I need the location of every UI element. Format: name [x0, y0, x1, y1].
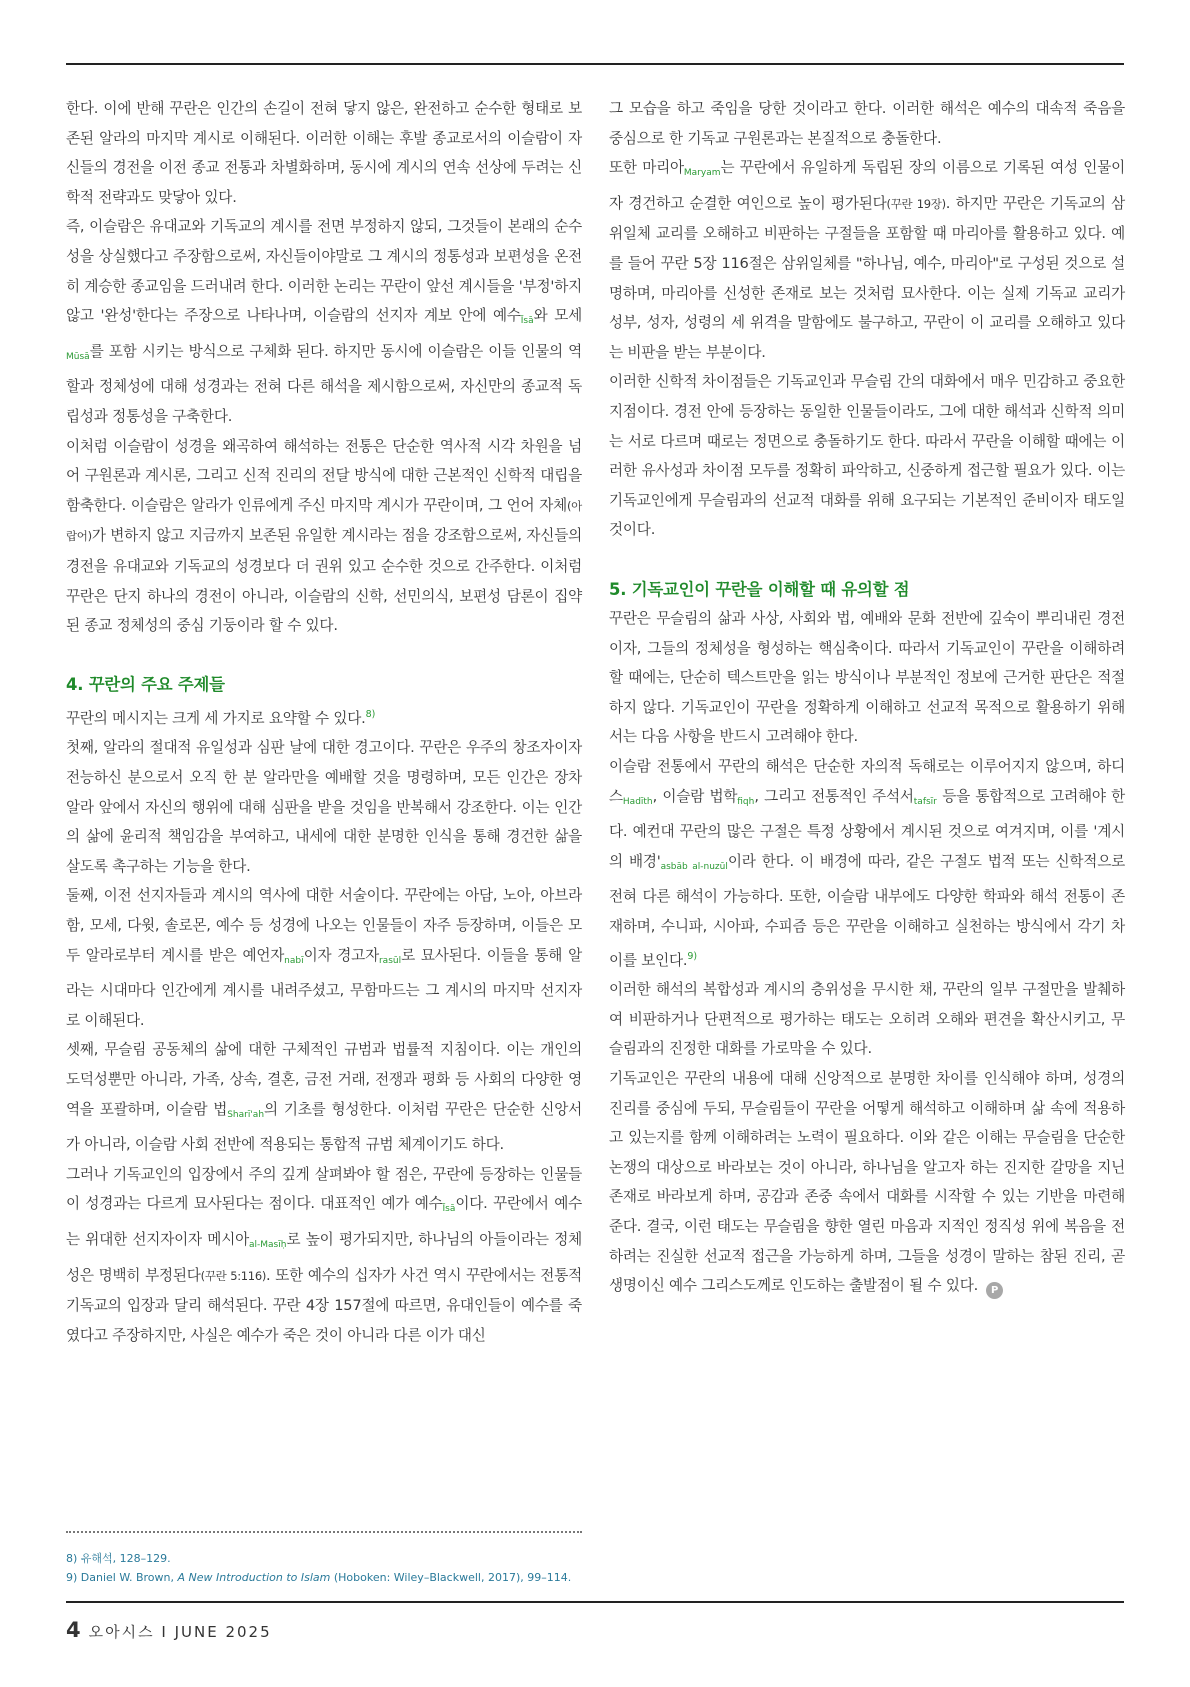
transliteration: Īsā [520, 316, 534, 327]
page-footer [66, 1618, 272, 1644]
end-mark-icon: P [986, 1282, 1003, 1299]
body-paragraph: 셋째, 무슬림 공동체의 삶에 대한 구체적인 규범과 법률적 지침이다. 이는 개인의 도덕성뿐만 아니라, 가족, 상속, 결혼, 금전 거래, 전쟁과 평화 등 사회의 다양한 영역을 포괄하며, 이슬람 법$_{Sharī'ah}$의 기초를 형성한다. 이처럼 꾸란은 단순한 신앙서가 아니라, 이슬람 사회 전반에 적용되는 통합적 규범 체계이기도 하다. [66, 1041, 582, 1154]
footnote-ref[interactable]: 9) [687, 950, 698, 962]
section-heading-4: 4. 꾸란의 주요 주제들 [66, 675, 225, 695]
transliteration: Maryam [683, 168, 721, 179]
body-paragraph: 기독교인은 꾸란의 내용에 대해 신앙적으로 분명한 차이를 인식해야 하며, 성경의 진리를 중심에 두되, 무슬림들이 꾸란을 어떻게 해석하고 이해하며 삶 속에 적용하고 있는지를 함께 이해하려는 노력이 필요하다. 이와 같은 이해는 무슬림을 단순한 논쟁의 대상으로 바라보는 것이 아니라, 하나님을 알고자 하는 진지한 갈망을 지닌 존재로 바라보게 하며, 공감과 존중 속에서 대화를 시작할 수 있는 기반을 마련해 준다. 결국, 이런 태도는 무슬림을 향한 열린 마음과 지적인 정직성 위에 복음을 전하려는 진실한 선교적 접근을 가능하게 하며, 그들을 성경이 말하는 참된 진리, 곧 생명이신 예수 그리스도께로 인도하는 출발점이 될 수 있다. P [609, 1064, 1125, 1301]
right-column [609, 94, 1125, 1301]
transliteration: fiqh [737, 796, 755, 807]
body-paragraph: 둘째, 이전 선지자들과 계시의 역사에 대한 서술이다. 꾸란에는 아담, 노아, 아브라함, 모세, 다윗, 솔로몬, 예수 등 성경에 나오는 인물들이 자주 등장하며, 이들은 모두 알라로부터 계시를 받은 예언자$_{nabī}$이자 경고자$_{rasūl}$로 묘사된다. 이들을 통해 알라는 시대마다 인간에게 계시를 내려주셨고, 무함마드는 그 계시의 마지막 선지자로 이해된다. [66, 887, 582, 1029]
body-paragraph: 한다. 이에 반해 꾸란은 인간의 손길이 전혀 닿지 않은, 완전하고 순수한 형태로 보존된 알라의 마지막 계시로 이해된다. 이러한 이해는 후발 종교로서의 이슬람이 자신들의 경전을 이전 종교 전통과 차별화하며, 동시에 계시의 연속 선상에 두려는 신학적 전략과도 맞닿아 있다. [66, 100, 582, 206]
body-paragraph: 꾸란의 메시지는 크게 세 가지로 요약할 수 있다.$^{8)}$ [66, 708, 376, 727]
footnote-9: 9) Daniel W. Brown, A New Introduction to Islam (Hoboken: Wiley–Blackwell, 2017), 99–114. [66, 1571, 572, 1584]
transliteration: rasūl [378, 955, 402, 966]
bottom-rule [66, 1601, 1124, 1603]
top-rule [66, 63, 1124, 65]
page-number: 4 [66, 1618, 81, 1642]
transliteration: asbāb al-nuzūl [660, 861, 728, 872]
footnote-8: 8) 유해석, 128–129. [66, 1552, 171, 1565]
body-paragraph: 이러한 신학적 차이점들은 기독교인과 무슬림 간의 대화에서 매우 민감하고 중요한 지점이다. 경전 안에 등장하는 동일한 인물들이라도, 그에 대한 해석과 신학적 의미는 서로 다르며 때로는 정면으로 충돌하기도 한다. 따라서 꾸란을 이해할 때에는 이러한 유사성과 차이점 모두를 정확히 파악하고, 신중하게 접근할 필요가 있다. 이는 기독교인에게 무슬림과의 선교적 대화를 위해 요구되는 기본적인 준비이자 태도일 것이다. [609, 373, 1125, 539]
book-title: A New Introduction to Islam [177, 1571, 331, 1584]
body-paragraph: 이처럼 이슬람이 성경을 왜곡하여 해석하는 전통은 단순한 역사적 시각 차원을 넘어 구원론과 계시론, 그리고 신적 진리의 전달 방식에 대한 근본적인 신학적 대립을 함축한다. 이슬람은 알라가 인류에게 주신 마지막 계시가 꾸란이며, 그 언어 자체(아랍어)가 변하지 않고 지금까지 보존된 유일한 계시라는 점을 강조함으로써, 자신들의 경전을 유대교와 기독교의 성경보다 더 권위 있고 순수한 것으로 간주한다. 이처럼 꾸란은 단지 하나의 경전이 아니라, 이슬람의 신학, 선민의식, 보편성 담론이 집약된 종교 정체성의 중심 기둥이라 할 수 있다. [66, 437, 582, 635]
magazine-name: 오아시스 [88, 1623, 155, 1641]
body-paragraph: 즉, 이슬람은 유대교와 기독교의 계시를 전면 부정하지 않되, 그것들이 본래의 순수성을 상실했다고 주장함으로써, 자신들이야말로 그 계시의 정통성과 보편성을 온전히 계승한 종교임을 드러내려 한다. 이러한 논리는 꾸란이 앞선 계시들을 '부정'하지 않고 '완성'한다는 주장으로 나타나며, 이슬람의 선지자 계보 안에 예수$_{Īsā}$와 모세$_{Mūsā}$를 포함 시키는 방식으로 구체화 된다. 하지만 동시에 이슬람은 이들 인물의 역할과 정체성에 대해 성경과는 전혀 다른 해석을 제시함으로써, 자신만의 종교적 독립성과 정통성을 구축한다. [66, 218, 582, 425]
issue-date: JUNE 2025 [174, 1623, 272, 1641]
footnotes [66, 1549, 1126, 1587]
body-paragraph: 이러한 해석의 복합성과 계시의 층위성을 무시한 채, 꾸란의 일부 구절만을 발췌하여 비판하거나 단편적으로 평가하는 태도는 오히려 오해와 편견을 확산시키고, 무슬림과의 진정한 대화를 가로막을 수 있다. [609, 981, 1125, 1058]
footer-separator: I [161, 1623, 168, 1641]
left-column [66, 94, 582, 1350]
footnote-divider [66, 1531, 582, 1533]
footnote-ref[interactable]: 8) [365, 708, 376, 720]
body-paragraph: 첫째, 알라의 절대적 유일성과 심판 날에 대한 경고이다. 꾸란은 우주의 창조자이자 전능하신 분으로서 오직 한 분 알라만을 예배할 것을 명령하며, 모든 인간은 장차 알라 앞에서 자신의 행위에 대해 심판을 받을 것임을 반복해서 강조한다. 이는 인간의 삶에 윤리적 책임감을 부여하고, 내세에 대한 분명한 인식을 통해 경건한 삶을 살도록 촉구하는 기능을 한다. [66, 739, 582, 875]
body-paragraph: 그러나 기독교인의 입장에서 주의 깊게 살펴봐야 할 점은, 꾸란에 등장하는 인물들이 성경과는 다르게 묘사된다는 점이다. 대표적인 예가 예수$_{Īsā}$이다. 꾸란에서 예수는 위대한 선지자이자 메시아$_{al-Masīḥ}$로 높이 평가되지만, 하나님의 아들이라는 정체성은 명백히 부정된다(꾸란 5:116). 또한 예수의 십자가 사건 역시 꾸란에서는 전통적 기독교의 입장과 달리 해석된다. 꾸란 4장 157절에 따르면, 유대인들이 예수를 죽였다고 주장하지만, 사실은 예수가 죽은 것이 아니라 다른 이가 대신 [66, 1165, 583, 1344]
transliteration: Hadīth [622, 796, 653, 807]
body-paragraph: 꾸란은 무슬림의 삶과 사상, 사회와 법, 예배와 문화 전반에 깊숙이 뿌리내린 경전이자, 그들의 정체성을 형성하는 핵심축이다. 따라서 기독교인이 꾸란을 이해하려 할 때에는, 단순히 텍스트만을 읽는 방식이나 부분적인 정보에 근거한 판단은 적절하지 않다. 기독교인이 꾸란을 정확하게 이해하고 선교적 목적으로 활용하기 위해서는 다음 사항을 반드시 고려해야 한다. [609, 610, 1125, 746]
transliteration: nabī [284, 955, 304, 966]
transliteration: tafsīr [913, 796, 937, 807]
body-paragraph: 그 모습을 하고 죽임을 당한 것이라고 한다. 이러한 해석은 예수의 대속적 죽음을 중심으로 한 기독교 구원론과는 본질적으로 충돌한다. [609, 100, 1125, 147]
body-paragraph: 이슬람 전통에서 꾸란의 해석은 단순한 자의적 독해로는 이루어지지 않으며, 하디스$_{Hadīth}$, 이슬람 법학$_{fiqh}$, 그리고 전통적인 주석서$_{tafsīr}$ 등을 통합적으로 고려해야 한다. 예컨대 꾸란의 많은 구절은 특정 상황에서 계시된 것으로 여겨지며, 이를 '계시의 배경'$_{asbāb al-nuzūl}$이라 한다. 이 배경에 따라, 같은 구절도 법적 또는 신학적으로 전혀 다른 해석이 가능하다. 또한, 이슬람 내부에도 다양한 학파와 해석 전통이 존재하며, 수니파, 시아파, 수피즘 등은 꾸란을 이해하고 실천하는 방식에서 각기 차이를 보인다.$^{9)}$ [609, 758, 1126, 969]
transliteration: Īsā [442, 1204, 456, 1215]
transliteration: Sharī'ah [227, 1109, 265, 1120]
transliteration: Mūsā [66, 351, 90, 362]
scripture-ref: (꾸란 19장) [886, 196, 946, 211]
transliteration: al-Masīḥ [249, 1239, 287, 1250]
scripture-ref: (꾸란 5:116) [200, 1268, 267, 1283]
body-paragraph: 또한 마리아$_{Maryam}$는 꾸란에서 유일하게 독립된 장의 이름으로 기록된 여성 인물이자 경건하고 순결한 여인으로 높이 평가된다(꾸란 19장). 하지만 꾸란은 기독교의 삼위일체 교리를 오해하고 비판하는 구절들을 포함할 때 마리아를 활용하고 있다. 예를 들어 꾸란 5장 116절은 삼위일체를 "하나님, 예수, 마리아"로 구성된 것으로 설명하며, 마리아를 신성한 존재로 보는 것처럼 묘사한다. 이는 실제 기독교 교리가 성부, 성자, 성령의 세 위격을 말함에도 불구하고, 꾸란이 이 교리를 오해하고 있다는 비판을 받는 부분이다. [609, 159, 1125, 361]
section-heading-5: 5. 기독교인이 꾸란을 이해할 때 유의할 점 [609, 579, 910, 599]
